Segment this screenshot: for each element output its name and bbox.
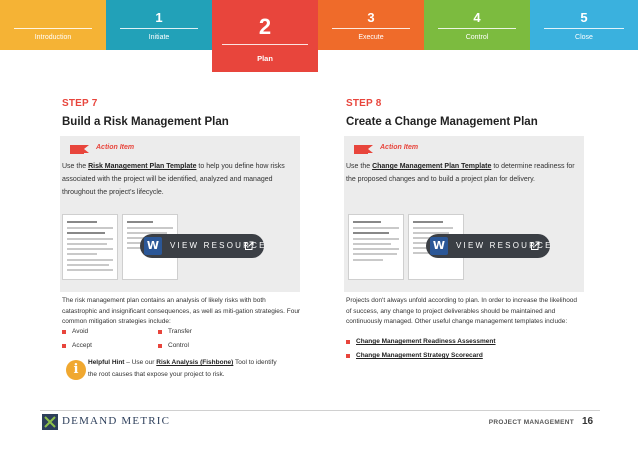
footer-section-label: PROJECT MANAGEMENT [488,419,574,426]
tab-rule [222,44,308,45]
tab-rule [544,28,624,29]
step7-body: The risk management plan contains an analysis of likely risks with both catastrophic and insignificant consequences, as well as miti-gation strategies. Four common mitigation strategies include: [62,297,301,325]
action-item-label: Action Item [96,144,135,151]
bullet-icon [62,330,66,334]
change-plan-template-link[interactable]: Change Management Plan Template [372,163,492,170]
tab-label: Plan [257,54,273,63]
tab-label: Initiate [148,34,170,41]
document-thumbnail [348,214,404,280]
tab-execute[interactable] [318,0,424,50]
step8-title: Create a Change Management Plan [346,116,538,128]
tab-rule [120,28,198,29]
risk-analysis-tool-link[interactable]: Risk Analysis (Fishbone) [156,359,234,366]
step7-label: STEP 7 [62,98,98,109]
readiness-assessment-link[interactable]: Change Management Readiness Assessment [356,338,496,345]
phase-tabs [0,0,638,63]
step8-body: Projects don't always unfold according to plan. In order to increase the likelihood of success, any change to project deliverables should be maintained and continuously managed. Other useful change management templates include: [346,297,578,325]
tab-number: 2 [258,14,272,39]
page-number: 16 [582,416,594,427]
tab-number: 1 [155,10,163,25]
step7-action-panel [60,136,300,292]
tab-control[interactable] [424,0,530,50]
tab-number: 5 [580,10,588,25]
step8-description: Use the Change Management Plan Template to determine readiness for the proposed changes and to build a project plan for delivery. [346,163,575,183]
step7-description: Use the Risk Management Plan Template to help you define how risks associated with the project will be identified, analyzed and managed throughout the project's lifecycle. [62,163,285,196]
tab-label: Control [465,34,489,41]
step7-title: Build a Risk Management Plan [62,116,229,128]
bullet-icon [158,330,162,334]
tab-introduction[interactable] [0,0,106,50]
tab-label: Execute [358,34,384,41]
tab-label: Introduction [34,34,72,41]
tab-number: 3 [367,10,375,25]
step8-action-panel [344,136,584,292]
risk-plan-template-link[interactable]: Risk Management Plan Template [88,163,197,170]
view-resource-button[interactable] [140,234,267,258]
tab-number: 4 [473,10,481,25]
action-flag-icon [354,145,368,154]
view-resource-label: VIEW RESOURCE [170,241,267,250]
bullet-icon [346,340,350,344]
tab-rule [332,28,410,29]
action-flag-icon [70,145,84,154]
view-resource-button[interactable] [426,234,553,258]
change-templates-list [346,338,576,364]
tab-rule [438,28,516,29]
info-icon: i [66,360,86,380]
brand-name: DEMAND METRIC [62,415,171,427]
hint-text: Helpful Hint – Use our Risk Analysis (Fishbone) Tool to identify the root causes that expose your project to risk. [88,359,277,378]
bullet-icon [346,354,350,358]
tab-initiate[interactable] [106,0,212,50]
demand-metric-logo [42,414,202,430]
tab-close[interactable] [530,0,638,50]
word-document-icon: W [144,237,162,255]
document-thumbnail [62,214,118,280]
action-item-label: Action Item [380,144,419,151]
strategy-scorecard-link[interactable]: Change Management Strategy Scorecard [356,352,483,359]
view-resource-label: VIEW RESOURCE [456,241,553,250]
tab-rule [14,28,92,29]
logo-mark-icon [42,414,58,430]
step8-label: STEP 8 [346,98,382,109]
bullet-icon [158,344,162,348]
external-link-icon [530,241,540,251]
mitigation-strategies: Avoid Transfer Accept Control [62,328,262,354]
tab-label: Close [575,34,593,41]
word-document-icon: W [430,237,448,255]
bullet-icon [62,344,66,348]
helpful-hint [66,357,276,385]
tab-plan[interactable] [212,0,318,72]
footer-divider [40,410,600,411]
external-link-icon [244,241,254,251]
